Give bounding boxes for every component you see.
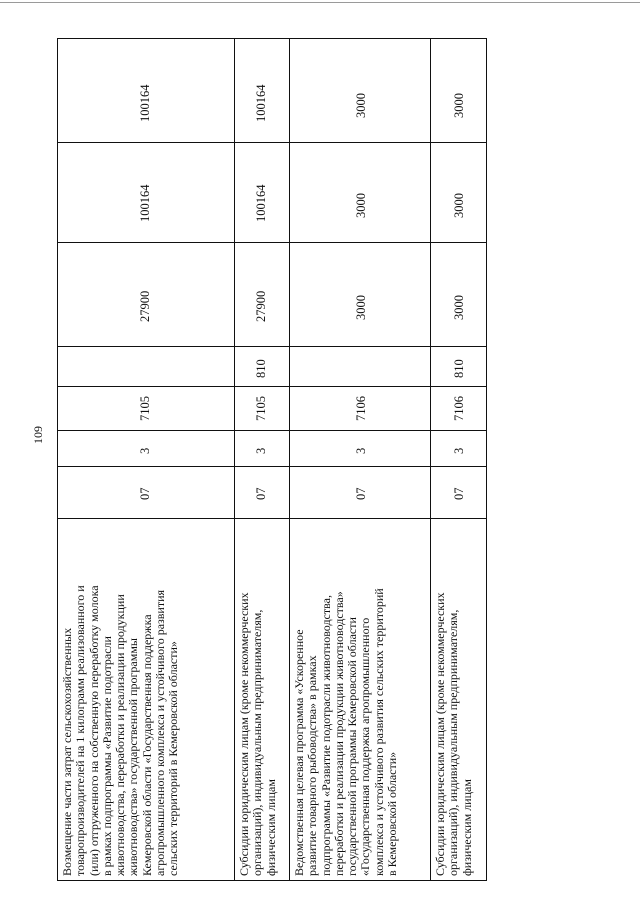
cell-rz: 07 xyxy=(452,487,466,500)
cell-csr: 7106 xyxy=(452,396,466,421)
table-col-divider xyxy=(57,386,487,387)
cell-csr: 7105 xyxy=(254,396,268,421)
cell-sum-3: 3000 xyxy=(354,93,368,118)
row-name: Субсидии юридическим лицам (кроме некоммерческих организаций), индивидуальным предпринимателям, физическим лицам xyxy=(433,592,474,876)
cell-sum-2: 3000 xyxy=(354,193,368,218)
cell-rz: 07 xyxy=(354,487,368,500)
cell-sum-1: 3000 xyxy=(354,295,368,320)
table-col-divider xyxy=(57,466,487,467)
table-border xyxy=(57,38,487,39)
cell-sum-3: 100164 xyxy=(254,84,268,122)
cell-pr: 3 xyxy=(138,447,152,454)
cell-vr: 810 xyxy=(452,359,466,378)
page-number: 109 xyxy=(31,426,45,444)
table-border xyxy=(57,38,58,881)
cell-sum-2: 3000 xyxy=(452,193,466,218)
table-col-divider xyxy=(57,518,487,519)
cell-rz: 07 xyxy=(138,487,152,500)
row-name: Субсидии юридическим лицам (кроме некоммерческих организаций), индивидуальным предпринимателям, физическим лицам xyxy=(237,592,278,876)
table-col-divider xyxy=(57,142,487,143)
cell-vr: 810 xyxy=(254,359,268,378)
cell-sum-1: 27900 xyxy=(254,290,268,322)
table-border xyxy=(486,38,487,881)
table-border xyxy=(57,880,487,881)
cell-pr: 3 xyxy=(354,447,368,454)
table-row-divider xyxy=(430,38,431,881)
table-row-divider xyxy=(289,38,290,881)
cell-csr: 7106 xyxy=(354,396,368,421)
table-col-divider xyxy=(57,346,487,347)
cell-pr: 3 xyxy=(452,447,466,454)
cell-sum-3: 100164 xyxy=(138,84,152,122)
table-row-divider xyxy=(234,38,235,881)
cell-sum-1: 3000 xyxy=(452,295,466,320)
cell-pr: 3 xyxy=(254,447,268,454)
cell-csr: 7105 xyxy=(138,396,152,421)
cell-sum-2: 100164 xyxy=(138,184,152,222)
row-name: Ведомственная целевая программа «Ускоренное развитие товарного рыбоводства» в рамках подпрограммы «Развитие подотрасли животноводства, переработки и реализации продукции животноводства» государственной программы Кемеровской области «Государственная поддержка агропромышленного комплекса и устойчивого развития сельских территорий в Кемеровской области» xyxy=(292,588,400,876)
table-col-divider xyxy=(57,242,487,243)
cell-sum-2: 100164 xyxy=(254,184,268,222)
cell-rz: 07 xyxy=(254,487,268,500)
cell-sum-3: 3000 xyxy=(452,93,466,118)
table-col-divider xyxy=(57,430,487,431)
row-name: Возмещение части затрат сельскохозяйственных товаропроизводителей на 1 килограмм реализованного и (или) отгруженного на собственную переработку молока в рамках подпрограммы «Развитие подотрасли животноводства, переработки и реализации продукции животноводства» государственной программы Кемеровской области «Государственная поддержка агропромышленного комплекса и устойчивого развития сельских территорий в Кемеровской области» xyxy=(60,585,181,876)
cell-sum-1: 27900 xyxy=(138,290,152,322)
